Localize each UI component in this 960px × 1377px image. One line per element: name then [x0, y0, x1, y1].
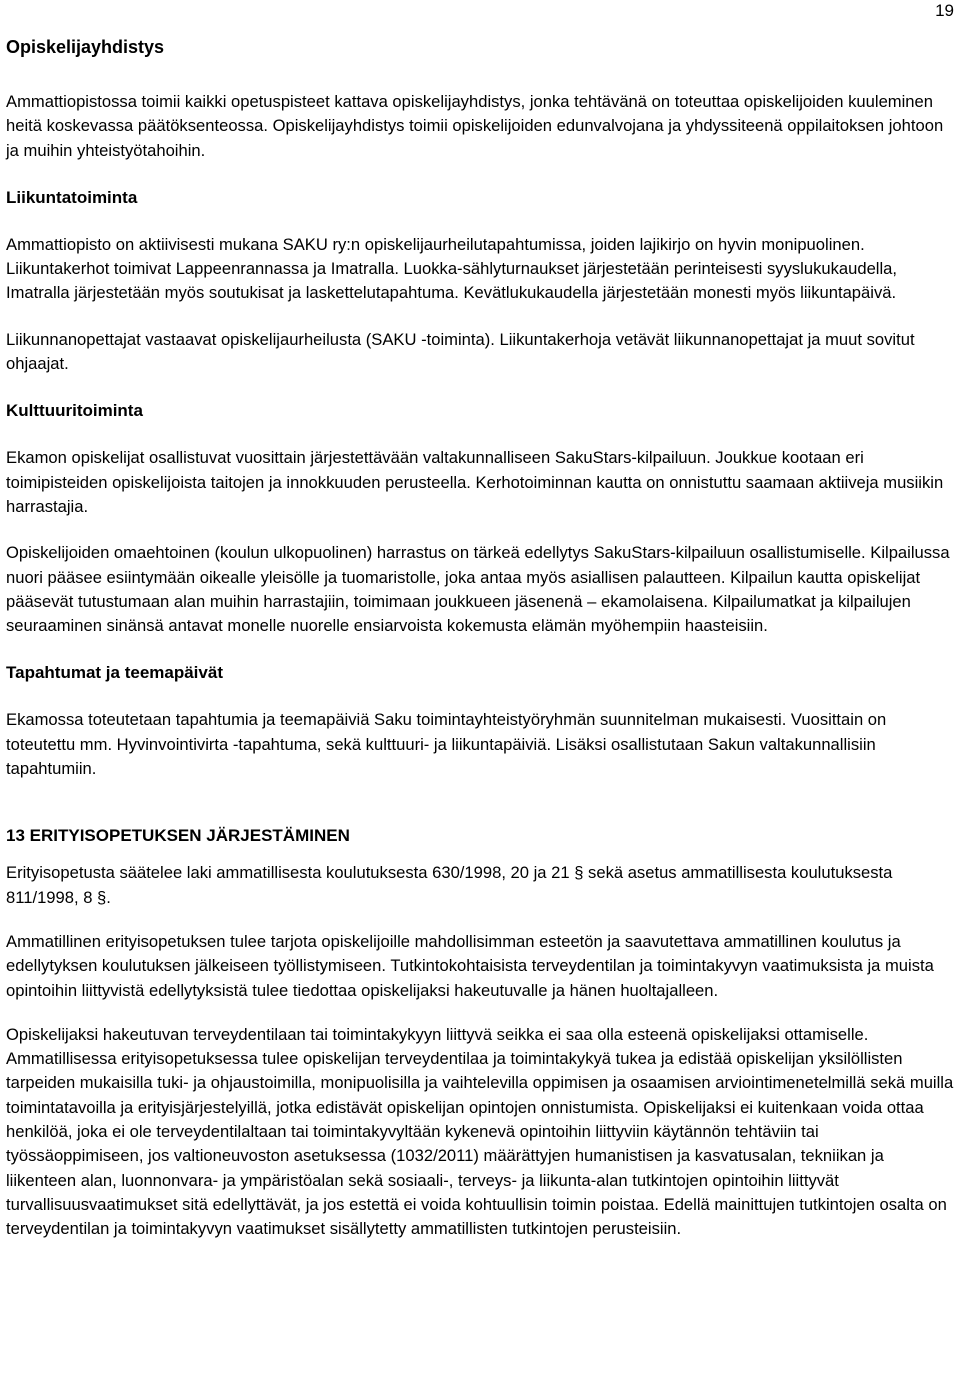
paragraph: Ekamossa toteutetaan tapahtumia ja teemapäiviä Saku toimintayhteistyöryhmän suunnitelman mukaisesti. Vuosittain on toteutettu mm. Hyvinvointivirta -tapahtuma, sekä kulttuuri- ja liikuntapäiviä. Lisäksi osallistutaan Sakun valtakunnallisiin tapahtumiin. [6, 710, 887, 779]
page-number: 19 [935, 1, 954, 20]
paragraph: Opiskelijoiden omaehtoinen (koulun ulkopuolinen) harrastus on tärkeä edellytys SakuStars-kilpailuun osallistumiselle. Kilpailussa nuori pääsee esiintymään oikealle yleisölle ja tuomaristolle, joka antaa myös asiallisen palautteen. Kilpailun kautta opiskelijat pääsevät tutustumaan alan muihin harrastajiin, toimimaan joukkueen jäsenenä – ekamolaisena. Kilpailumatkat ja kilpailujen seuraaminen sinänsä antavat monelle nuorelle ensiarvoista kokemusta elämän myöhempiin haasteisiin. [6, 543, 950, 636]
document-body [6, 34, 954, 1262]
paragraph: Opiskelijaksi hakeutuvan terveydentilaan tai toimintakykyyn liittyvä seikka ei saa olla esteenä opiskelijaksi ottamiselle. Ammatillisessa erityisopetuksessa tulee opiskelijan terveydentilaa ja toimintakykyä tukea ja edistää opiskelijan yksilöllisten tarpeiden mukaisilla tuki- ja ohjaustoimilla, monipuolisilla ja vaihtelevilla oppimisen ja osaamisen arviointimenetelmillä sekä muilla toimintatavoilla ja erityisjärjestelyillä, jotka edistävät opiskelijan opintojen onnistumista. Opiskelijaksi ei kuitenkaan voida ottaa henkilöä, joka ei ole terveydentilaltaan tai toimintakyvyltään kykenevä opintoihin liittyviin käytännön tehtäviin tai työssäoppimiseen, jos valtioneuvoston asetuksessa (1032/2011) määrättyjen humanistisen ja kasvatusalan, tekniikan ja liikenteen alan, luonnonvara- ja ympäristöalan sekä sosiaali-, terveys- ja liikunta-alan tutkintojen opintoihin liittyvät turvallisuusvaatimukset sitä edellyttävät, ja jos estettä ei voida kohtuullisin toimin poistaa. Edellä mainittujen tutkintojen osalta on terveydentilan ja toimintakyvyn vaatimukset sisällytetty ammatillisten tutkintojen perusteisiin. [6, 1024, 954, 1239]
paragraph: Erityisopetusta säätelee laki ammatillisesta koulutuksesta 630/1998, 20 ja 21 § sekä asetus ammatillisesta koulutuksesta 811/1998, 8 §. [6, 863, 893, 907]
section-heading: Tapahtumat ja teemapäivät [6, 663, 223, 683]
paragraph: Ammatillinen erityisopetuksen tulee tarjota opiskelijoille mahdollisimman esteetön ja saavutettava ammatillinen koulutus ja edellytyksen koulutuksen jälkeiseen työllistymiseen. Tutkintokohtaisista terveydentilan ja toimintakyvyn vaatimuksista ja muista opintoihin liittyvistä edellytyksistä tulee tiedottaa opiskelijaksi hakeutuvalle ja hänen huoltajalleen. [6, 931, 934, 1000]
section-liikuntatoiminta [6, 185, 954, 376]
section-kulttuuritoiminta [6, 398, 954, 638]
section-tapahtumat [6, 660, 954, 781]
section-heading: Kulttuuritoiminta [6, 401, 143, 421]
section-heading: Liikuntatoiminta [6, 187, 138, 207]
section-erityisopetus [6, 823, 954, 1241]
paragraph: Ammattiopistossa toimii kaikki opetuspisteet kattava opiskelijayhdistys, jonka tehtävänä on toteuttaa opiskelijoiden kuuleminen heitä koskevassa päätöksenteossa. Opiskelijayhdistys toimii opiskelijoiden edunvalvojana ja yhdyssiteenä oppilaitoksen johtoon ja muihin yhteistyötahoihin. [6, 92, 944, 160]
paragraph: Liikunnanopettajat vastaavat opiskelijaurheilusta (SAKU -toiminta). Liikuntakerhoja vetävät liikunnanopettajat ja muut sovitut ohjaajat. [6, 329, 915, 374]
section-opiskelijayhdistys [6, 34, 954, 163]
section-heading: Opiskelijayhdistys [6, 37, 165, 57]
chapter-heading: 13 ERITYISOPETUKSEN JÄRJESTÄMINEN [6, 826, 350, 846]
paragraph: Ammattiopisto on aktiivisesti mukana SAKU ry:n opiskelijaurheilutapahtumissa, joiden lajikirjo on hyvin monipuolinen. Liikuntakerhot toimivat Lappeenrannassa ja Imatralla. Luokka-sählyturnaukset järjestetään perinteisesti syyslukukaudella, Imatralla järjestetään myös soutukisat ja laskettelutapahtuma. Kevätlukukaudella järjestetään monesti myös liikuntapäivä. [6, 234, 898, 303]
paragraph: Ekamon opiskelijat osallistuvat vuosittain järjestettävään valtakunnalliseen SakuStars-kilpailuun. Joukkue kootaan eri toimipisteiden opiskelijoista taitojen ja innokkuuden perusteella. Kerhotoiminnan kautta on onnistuttu saamaan aktiiveja musiikin harrastajia. [6, 448, 944, 516]
